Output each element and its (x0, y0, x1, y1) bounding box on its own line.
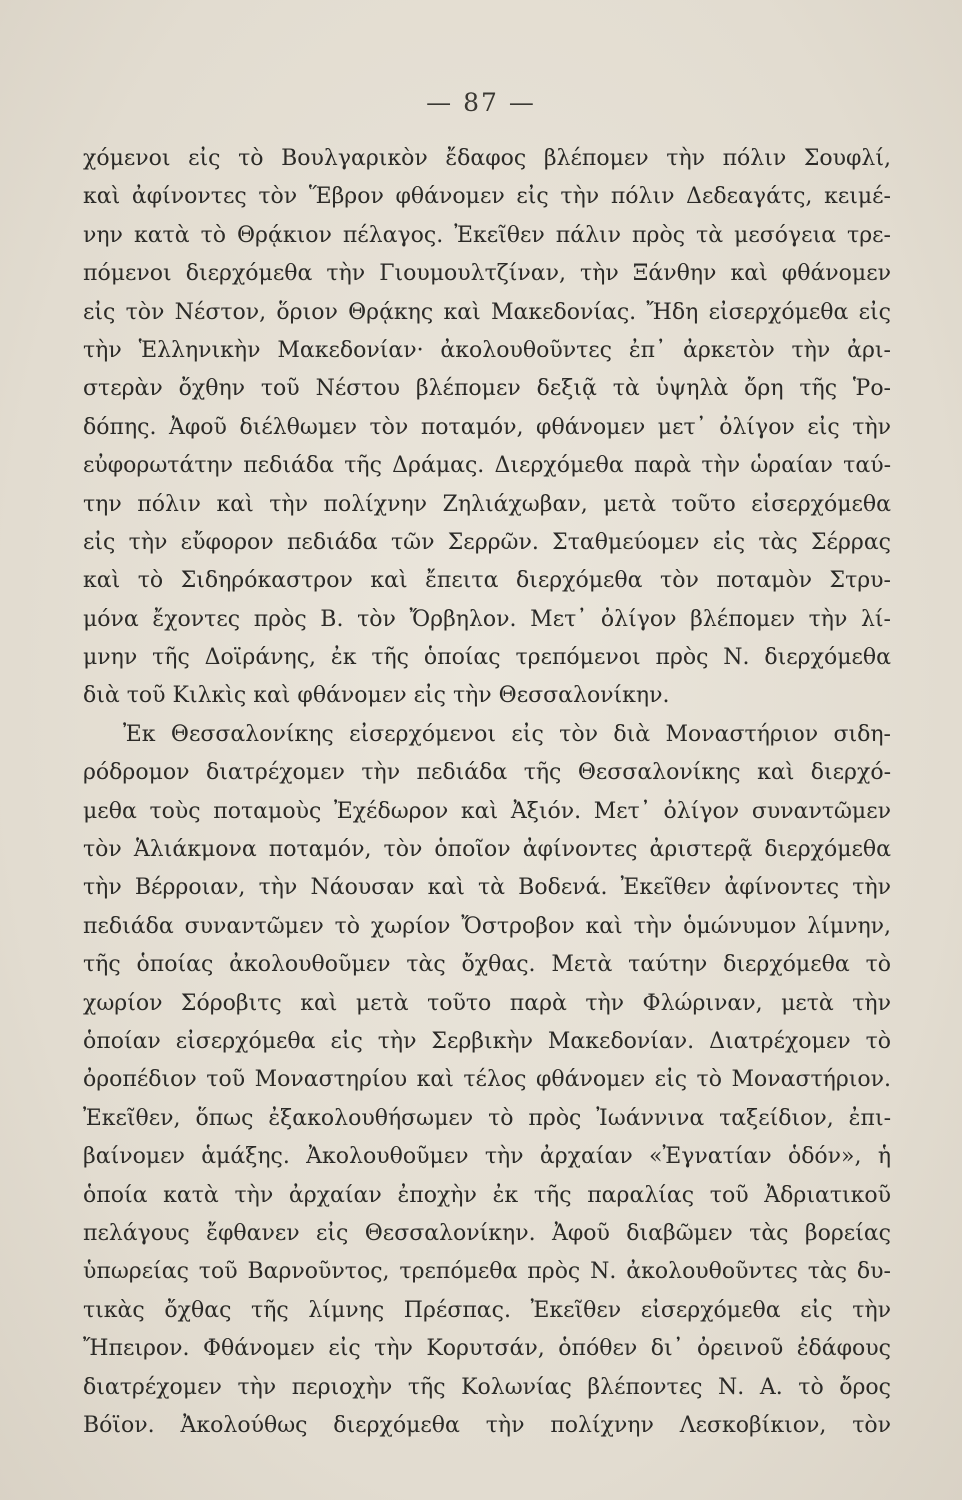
text-line: εἰς τὸν Νέστον, ὅριον Θρᾴκης καὶ Μακεδονίας. Ἤδη εἰσερχόμεθα εἰς (83, 299, 891, 325)
text-line: βαίνομεν ἁμάξης. Ἀκολουθοῦμεν τὴν ἀρχαίαν «Ἐγνατίαν ὁδόν», ἡ (83, 1144, 891, 1170)
text-line: τῆς ὁποίας ἀκολουθοῦμεν τὰς ὄχθας. Μετὰ ταύτην διερχόμεθα τὸ (83, 952, 891, 978)
text-line: μνην τῆς Δοϊράνης, ἐκ τῆς ὁποίας τρεπόμενοι πρὸς Ν. διερχόμεθα (83, 645, 891, 671)
body-text (83, 140, 891, 1445)
text-line: ὑπωρείας τοῦ Βαρνοῦντος, τρεπόμεθα πρὸς Ν. ἀκολουθοῦντες τὰς δυ- (83, 1259, 891, 1285)
text-line: καὶ τὸ Σιδηρόκαστρον καὶ ἔπειτα διερχόμεθα τὸν ποταμὸν Στρυ- (83, 568, 891, 594)
text-line: μεθα τοὺς ποταμοὺς Ἐχέδωρον καὶ Ἀξιόν. Μετ᾽ ὀλίγον συναντῶμεν (83, 798, 891, 824)
text-line: Βόϊον. Ἀκολούθως διερχόμεθα τὴν πολίχνην Λεσκοβίκιον, τὸν (83, 1412, 891, 1438)
text-line: την πόλιν καὶ τὴν πολίχνην Ζηλιάχωβαν, μετὰ τοῦτο εἰσερχόμεθα (83, 491, 891, 517)
text-line: μόνα ἔχοντες πρὸς Β. τὸν Ὄρβηλον. Μετ᾽ ὀλίγον βλέπομεν τὴν λί- (83, 606, 891, 632)
text-line: ὁποίαν εἰσερχόμεθα εἰς τὴν Σερβικὴν Μακεδονίαν. Διατρέχομεν τὸ (83, 1028, 891, 1054)
text-line: ὀροπέδιον τοῦ Μοναστηρίου καὶ τέλος φθάνομεν εἰς τὸ Μοναστήριον. (83, 1067, 891, 1093)
text-line: εὐφορωτάτην πεδιάδα τῆς Δράμας. Διερχόμεθα παρὰ τὴν ὡραίαν ταύ- (83, 453, 891, 479)
text-line: καὶ ἀφίνοντες τὸν Ἕβρον φθάνομεν εἰς τὴν πόλιν Δεδεαγάτς, κειμέ- (83, 184, 891, 210)
text-line: πεδιάδα συναντῶμεν τὸ χωρίον Ὄστροβον καὶ τὴν ὁμώνυμον λίμνην, (83, 913, 891, 939)
text-line: ρόδρομον διατρέχομεν τὴν πεδιάδα τῆς Θεσσαλονίκης καὶ διερχό- (83, 760, 891, 786)
text-line: τὴν Ἑλληνικὴν Μακεδονίαν· ἀκολουθοῦντες ἐπ᾽ ἀρκετὸν τὴν ἀρι- (83, 337, 891, 363)
text-line: χωρίον Σόροβιτς καὶ μετὰ τοῦτο παρὰ τὴν Φλώριναν, μετὰ τὴν (83, 990, 891, 1016)
text-line: Ἐκ Θεσσαλονίκης εἰσερχόμενοι εἰς τὸν διὰ Μοναστήριον σιδη- (123, 721, 891, 747)
text-line: πελάγους ἔφθανεν εἰς Θεσσαλονίκην. Ἀφοῦ διαβῶμεν τὰς βορείας (83, 1220, 891, 1246)
text-line: τικὰς ὄχθας τῆς λίμνης Πρέσπας. Ἐκεῖθεν εἰσερχόμεθα εἰς τὴν (83, 1297, 891, 1323)
text-line: διὰ τοῦ Κιλκὶς καὶ φθάνομεν εἰς τὴν Θεσσαλονίκην. (83, 683, 670, 709)
text-line: δόπης. Ἀφοῦ διέλθωμεν τὸν ποταμόν, φθάνομεν μετ᾽ ὀλίγον εἰς τὴν (83, 414, 891, 440)
text-line: χόμενοι εἰς τὸ Βουλγαρικὸν ἔδαφος βλέπομεν τὴν πόλιν Σουφλί, (83, 146, 891, 171)
page-number: — 87 — (426, 88, 536, 117)
text-line: ὁποία κατὰ τὴν ἀρχαίαν ἐποχὴν ἐκ τῆς παραλίας τοῦ Ἀδριατικοῦ (83, 1182, 891, 1208)
text-line: νην κατὰ τὸ Θρᾴκιον πέλαγος. Ἐκεῖθεν πάλιν πρὸς τὰ μεσόγεια τρε- (83, 222, 891, 248)
text-line: στερὰν ὄχθην τοῦ Νέστου βλέπομεν δεξιᾷ τὰ ὑψηλὰ ὄρη τῆς Ῥο- (83, 376, 891, 402)
text-line: εἰς τὴν εὔφορον πεδιάδα τῶν Σερρῶν. Σταθμεύομεν εἰς τὰς Σέρρας (83, 529, 891, 555)
text-line: πόμενοι διερχόμεθα τὴν Γιουμουλτζίναν, τὴν Ξάνθην καὶ φθάνομεν (83, 261, 891, 287)
text-line: Ἤπειρον. Φθάνομεν εἰς τὴν Κορυτσάν, ὁπόθεν δι᾽ ὀρεινοῦ ἐδάφους (83, 1336, 891, 1362)
text-line: Ἐκεῖθεν, ὅπως ἐξακολουθήσωμεν τὸ πρὸς Ἰωάννινα ταξείδιον, ἐπι- (83, 1105, 891, 1131)
text-line: τὴν Βέρροιαν, τὴν Νάουσαν καὶ τὰ Βοδενά. Ἐκεῖθεν ἀφίνοντες τὴν (83, 875, 891, 901)
text-line: διατρέχομεν τὴν περιοχὴν τῆς Κολωνίας βλέποντες Ν. Α. τὸ ὄρος (83, 1374, 891, 1400)
text-line: τὸν Ἁλιάκμονα ποταμόν, τὸν ὁποῖον ἀφίνοντες ἀριστερᾷ διερχόμεθα (83, 837, 891, 863)
